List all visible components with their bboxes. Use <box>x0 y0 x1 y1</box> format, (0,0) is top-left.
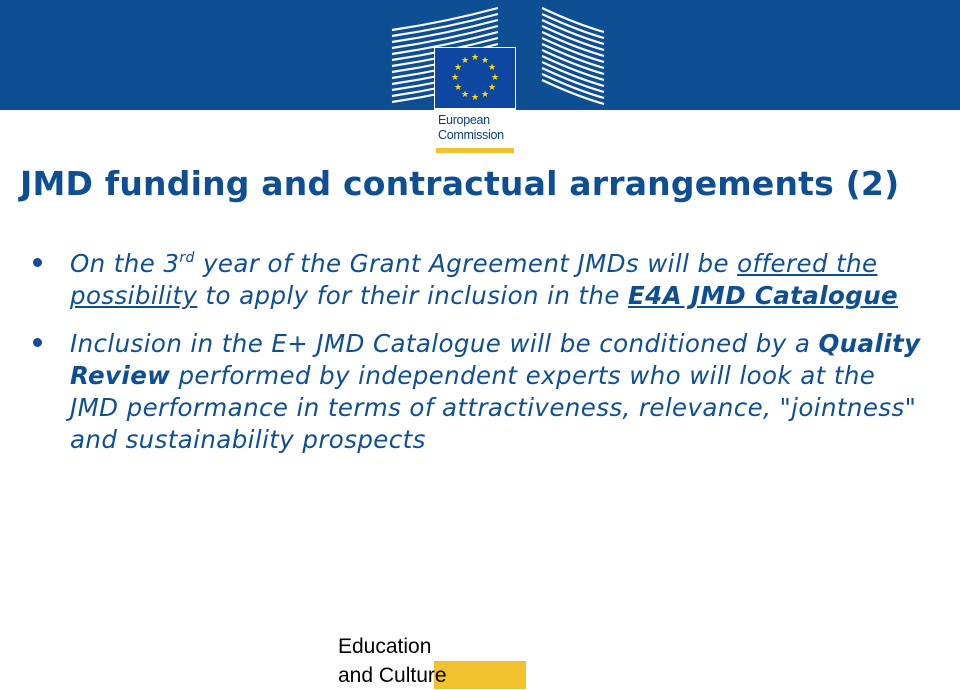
footer-line-2: and Culture <box>338 664 447 687</box>
bullet-dot <box>33 338 42 347</box>
bullet-dot <box>33 258 42 267</box>
footer-label <box>338 632 538 690</box>
logo-line-1: European <box>438 113 490 127</box>
bullet-item-2 <box>30 328 930 456</box>
svg-text:★: ★ <box>450 73 460 83</box>
offered-possibility-link[interactable]: offered the possibility <box>70 249 878 310</box>
svg-text:★: ★ <box>453 83 463 93</box>
e4a-catalogue-link[interactable]: E4A JMD Catalogue <box>628 281 899 310</box>
svg-text:★: ★ <box>480 90 490 100</box>
bullet-item-1 <box>30 248 930 312</box>
svg-text:★: ★ <box>490 73 500 83</box>
svg-text:★: ★ <box>480 56 490 66</box>
svg-text:★: ★ <box>460 56 470 66</box>
bullet1-text-1: On the 3 <box>70 249 180 278</box>
european-commission-logo <box>386 0 610 158</box>
svg-text:★: ★ <box>487 83 497 93</box>
quality-review-term: Quality Review <box>70 329 921 390</box>
bullet-list <box>30 248 930 456</box>
bullet1-text-2: year of the Grant Agreement JMDs will be <box>194 249 738 278</box>
footer-line-1: Education <box>338 635 432 658</box>
svg-text:★: ★ <box>453 63 463 73</box>
page-title: JMD funding and contractual arrangements (2) <box>20 164 900 203</box>
bullet2-text-2: performed by independent experts who will look at the JMD performance in terms of attractiveness, relevance, "jointness" and sustainability prospects <box>70 361 917 454</box>
logo-line-2: Commission <box>438 128 504 142</box>
bullet1-text-3: to apply for their inclusion in the <box>197 281 629 310</box>
svg-text:★: ★ <box>470 53 480 63</box>
svg-text:★: ★ <box>460 90 470 100</box>
logo-accent-bar <box>436 148 514 153</box>
eu-stars-icon <box>435 48 515 108</box>
eu-flag <box>435 48 515 108</box>
logo-box <box>434 47 516 155</box>
bullet1-superscript: rd <box>179 250 195 266</box>
svg-text:★: ★ <box>470 93 480 103</box>
logo-wordmark <box>438 113 514 143</box>
svg-text:★: ★ <box>487 63 497 73</box>
bullet2-text-1: Inclusion in the E+ JMD Catalogue will be conditioned by a <box>70 329 819 358</box>
